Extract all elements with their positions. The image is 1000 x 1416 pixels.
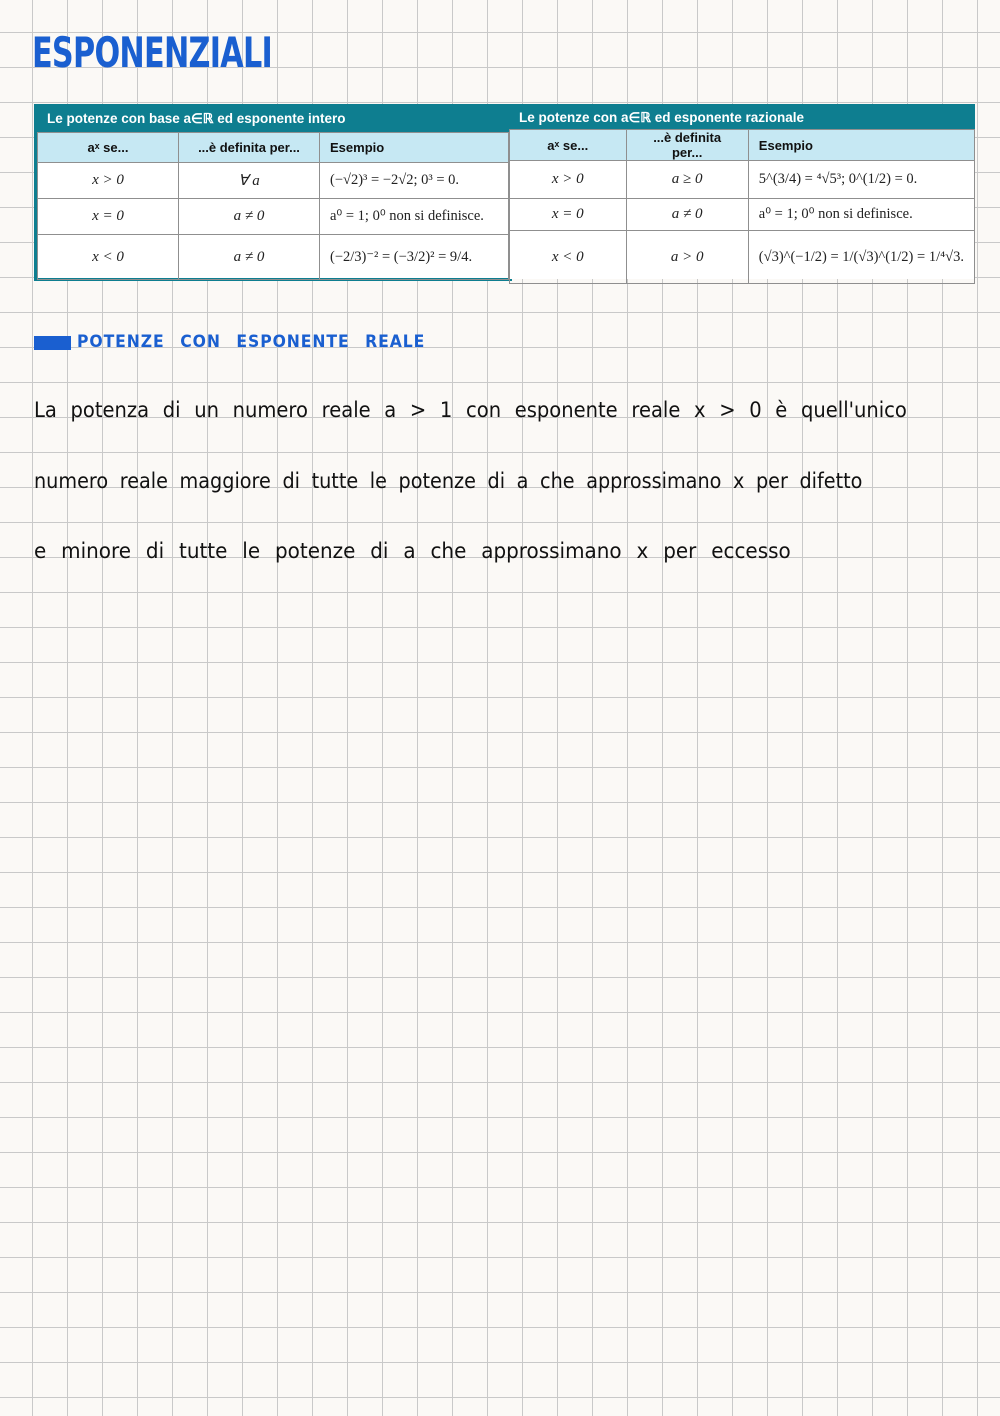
table-row bbox=[38, 235, 509, 280]
table-row bbox=[38, 199, 509, 235]
note-line: e minore di tutte le potenze di a che approssimano x per eccesso bbox=[34, 539, 791, 563]
table-column-headers bbox=[38, 133, 509, 163]
table-column-headers bbox=[510, 130, 975, 161]
table-row bbox=[38, 163, 509, 199]
domain-cell: a ≥ 0 bbox=[626, 161, 748, 199]
integer-table-header: Le potenze con base a∈ℝ ed esponente intero bbox=[37, 104, 509, 132]
condition-cell: x > 0 bbox=[510, 161, 627, 199]
column-header: ...è definita per... bbox=[626, 130, 748, 161]
column-header: aˣ se... bbox=[38, 133, 179, 163]
table-row bbox=[510, 231, 975, 284]
column-header: Esempio bbox=[748, 130, 974, 161]
example-cell: a⁰ = 1; 0⁰ non si definisce. bbox=[748, 199, 974, 231]
condition-cell: x > 0 bbox=[38, 163, 179, 199]
condition-cell: x = 0 bbox=[510, 199, 627, 231]
table-row bbox=[510, 161, 975, 199]
rational-table-header: Le potenze con a∈ℝ ed esponente razionale bbox=[509, 104, 975, 129]
condition-cell: x = 0 bbox=[38, 199, 179, 235]
page-title: ESPONENZIALI bbox=[32, 28, 273, 77]
column-header: aˣ se... bbox=[510, 130, 627, 161]
domain-cell: a ≠ 0 bbox=[179, 199, 320, 235]
condition-cell: x < 0 bbox=[38, 235, 179, 280]
example-cell: a⁰ = 1; 0⁰ non si definisce. bbox=[320, 199, 509, 235]
column-header: Esempio bbox=[320, 133, 509, 163]
domain-cell: a ≠ 0 bbox=[179, 235, 320, 280]
integer-exponent-table bbox=[34, 104, 512, 281]
section-title: POTENZE CON ESPONENTE REALE bbox=[77, 332, 426, 352]
condition-cell: x < 0 bbox=[510, 231, 627, 284]
domain-cell: ∀ a bbox=[179, 163, 320, 199]
note-line: La potenza di un numero reale a > 1 con esponente reale x > 0 è quell'unico bbox=[34, 398, 907, 422]
domain-cell: a ≠ 0 bbox=[626, 199, 748, 231]
rational-exponent-table bbox=[509, 104, 975, 279]
example-cell: (−√2)³ = −2√2; 0³ = 0. bbox=[320, 163, 509, 199]
example-cell: 5^(3/4) = ⁴√5³; 0^(1/2) = 0. bbox=[748, 161, 974, 199]
table-row bbox=[510, 199, 975, 231]
example-cell: (√3)^(−1/2) = 1/(√3)^(1/2) = 1/⁴√3. bbox=[748, 231, 974, 284]
column-header: ...è definita per... bbox=[179, 133, 320, 163]
section-marker bbox=[34, 336, 71, 350]
example-cell: (−2/3)⁻² = (−3/2)² = 9/4. bbox=[320, 235, 509, 280]
note-line: numero reale maggiore di tutte le potenze di a che approssimano x per difetto bbox=[34, 469, 863, 493]
domain-cell: a > 0 bbox=[626, 231, 748, 284]
